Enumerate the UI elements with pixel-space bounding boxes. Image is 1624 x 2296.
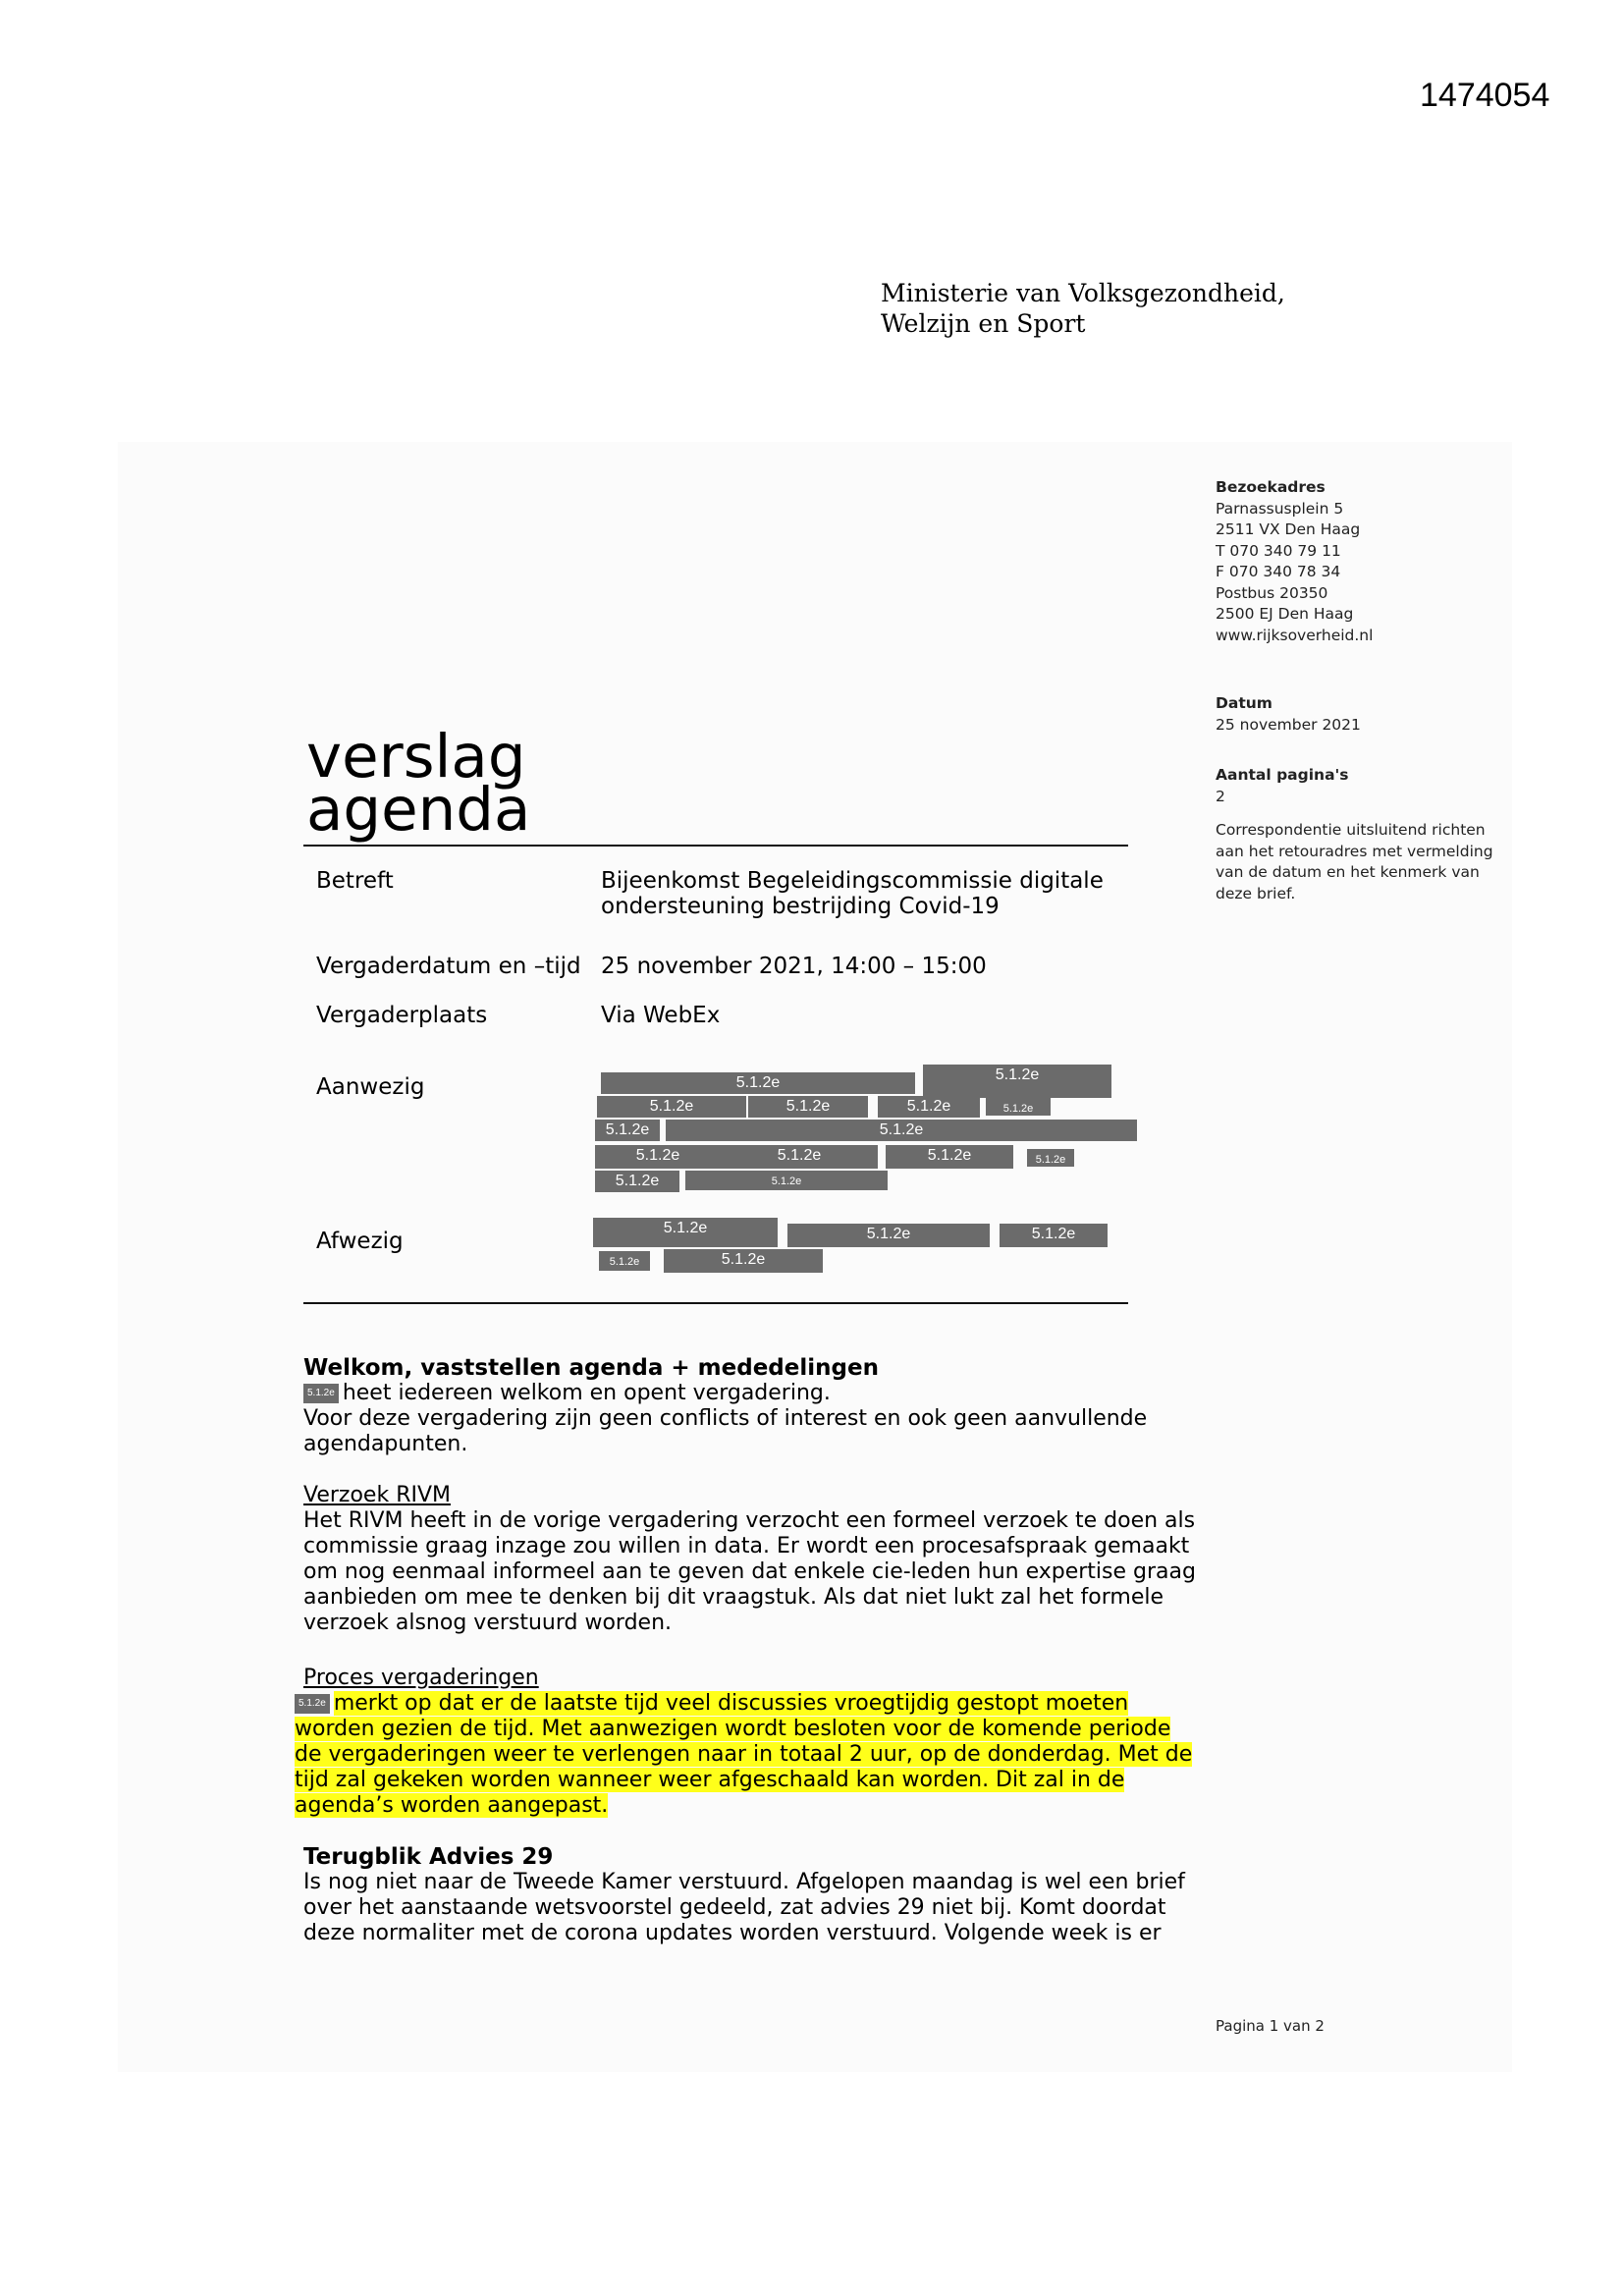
section-heading: Terugblik Advies 29: [303, 1844, 554, 1870]
section-heading: Welkom, vaststellen agenda + mededelingen: [303, 1355, 879, 1381]
redaction-box: 5.1.2e: [593, 1218, 778, 1247]
page-count-value: 2: [1216, 787, 1225, 805]
visit-address-line: T 070 340 79 11: [1216, 541, 1341, 560]
document-title: [306, 722, 531, 845]
paragraph: Het RIVM heeft in de vorige vergadering verzocht een formeel verzoek te doen als commissie graag inzage zou willen in data. Er wordt een procesafspraak gemaakt om nog eenmaal informeel aan te geven dat enkele cie-leden hun expertise graag aanbieden om mee te denken bij dit vraagstuk. Als dat niet lukt zal het formele verzoek alsnog verstuurd worden.: [303, 1508, 1196, 1635]
meeting-place-value: Via WebEx: [601, 1003, 721, 1028]
title-line-1: verslag: [306, 722, 526, 792]
meeting-date-label: Vergaderdatum en –tijd: [316, 954, 581, 979]
visit-address-line: 2500 EJ Den Haag: [1216, 605, 1354, 623]
subject-value: Bijeenkomst Begeleidingscommissie digitale ondersteuning bestrijding Covid-19: [601, 868, 1104, 919]
ministry-logo-text: [881, 278, 1285, 339]
meeting-place-label: Vergaderplaats: [316, 1003, 488, 1028]
paragraph: [295, 1691, 1198, 1819]
section-welcome: [303, 1355, 1207, 1457]
paragraph-text: heet iedereen welkom en opent vergadering.: [342, 1381, 831, 1405]
redaction-box: 5.1.2e: [878, 1096, 980, 1118]
redaction-box: 5.1.2e: [787, 1224, 990, 1247]
redaction-box: 5.1.2e: [1027, 1149, 1074, 1167]
absent-redaction-area: [589, 1214, 1139, 1279]
redaction-tag: 5.1.2e: [295, 1694, 330, 1714]
date-value: 25 november 2021: [1216, 715, 1361, 734]
visit-address-line: Postbus 20350: [1216, 583, 1328, 602]
redaction-box: 5.1.2e: [599, 1251, 650, 1271]
date-heading: Datum: [1216, 694, 1272, 712]
meeting-date-value: 25 november 2021, 14:00 – 15:00: [601, 954, 987, 979]
redaction-box: 5.1.2e: [595, 1171, 679, 1192]
redaction-box: 5.1.2e: [597, 1096, 746, 1118]
visit-address-line: F 070 340 78 34: [1216, 563, 1341, 580]
redaction-box: 5.1.2e: [664, 1249, 823, 1273]
present-label: Aanwezig: [316, 1074, 425, 1100]
section-rivm: [303, 1483, 1207, 1636]
section-process: [295, 1666, 1198, 1819]
redaction-box: 5.1.2e: [923, 1065, 1111, 1098]
section-advice: [303, 1844, 1207, 1946]
visit-address-block: [1216, 477, 1373, 646]
ministry-line-1: Ministerie van Volksgezondheid,: [881, 279, 1285, 307]
visit-address-line: Parnassusplein 5: [1216, 499, 1344, 518]
page-count-block: [1216, 765, 1349, 807]
redaction-box: 5.1.2e: [1000, 1224, 1108, 1247]
redaction-box: 5.1.2e: [595, 1120, 660, 1141]
title-line-2: agenda: [306, 775, 531, 845]
date-block: [1216, 693, 1361, 736]
redaction-box: 5.1.2e: [595, 1145, 721, 1169]
redaction-box: 5.1.2e: [685, 1171, 888, 1190]
section-heading: Verzoek RIVM: [303, 1483, 452, 1507]
present-redaction-area: [589, 1061, 1139, 1198]
paragraph: Voor deze vergadering zijn geen conflicts of interest en ook geen aanvullende agendapunten.: [303, 1406, 1148, 1456]
document-id: 1474054: [1420, 77, 1550, 114]
visit-address-line: 2511 VX Den Haag: [1216, 520, 1361, 538]
redaction-box: 5.1.2e: [748, 1096, 868, 1118]
ministry-line-2: Welzijn en Sport: [881, 309, 1086, 338]
redaction-box: 5.1.2e: [721, 1145, 878, 1169]
redaction-box: 5.1.2e: [666, 1120, 1137, 1141]
page-number: Pagina 1 van 2: [1216, 2017, 1325, 2035]
redaction-tag: 5.1.2e: [303, 1384, 339, 1403]
divider-top: [303, 845, 1128, 847]
section-heading: Proces vergaderingen: [303, 1666, 539, 1690]
visit-address-heading: Bezoekadres: [1216, 478, 1326, 496]
paragraph: Is nog niet naar de Tweede Kamer verstuurd. Afgelopen maandag is wel een brief over het aanstaande wetsvoorstel gedeeld, zat advies 29 niet bij. Komt doordat deze normaliter met de corona updates worden verstuurd. Volgende week is er: [303, 1870, 1185, 1945]
highlighted-text: merkt op dat er de laatste tijd veel discussies vroegtijdig gestopt moeten worden gezien de tijd. Met aanwezigen wordt besloten voor de komende periode de vergaderingen weer te verlengen naar in totaal 2 uur, op de donderdag. Met de tijd zal gekeken worden wanneer weer afgeschaald kan worden. Dit zal in de agenda’s worden aangepast.: [295, 1691, 1193, 1818]
redaction-box: 5.1.2e: [886, 1145, 1013, 1169]
page-count-heading: Aantal pagina's: [1216, 766, 1349, 784]
paragraph: [303, 1381, 1207, 1406]
redaction-box: 5.1.2e: [601, 1072, 915, 1094]
correspondence-note: Correspondentie uitsluitend richten aan het retouradres met vermelding van de datum en het kenmerk van deze brief.: [1216, 821, 1493, 902]
absent-label: Afwezig: [316, 1229, 404, 1254]
visit-address-line: www.rijksoverheid.nl: [1216, 626, 1374, 644]
redaction-box: 5.1.2e: [986, 1098, 1051, 1116]
divider-bottom: [303, 1302, 1128, 1304]
subject-label: Betreft: [316, 868, 394, 894]
